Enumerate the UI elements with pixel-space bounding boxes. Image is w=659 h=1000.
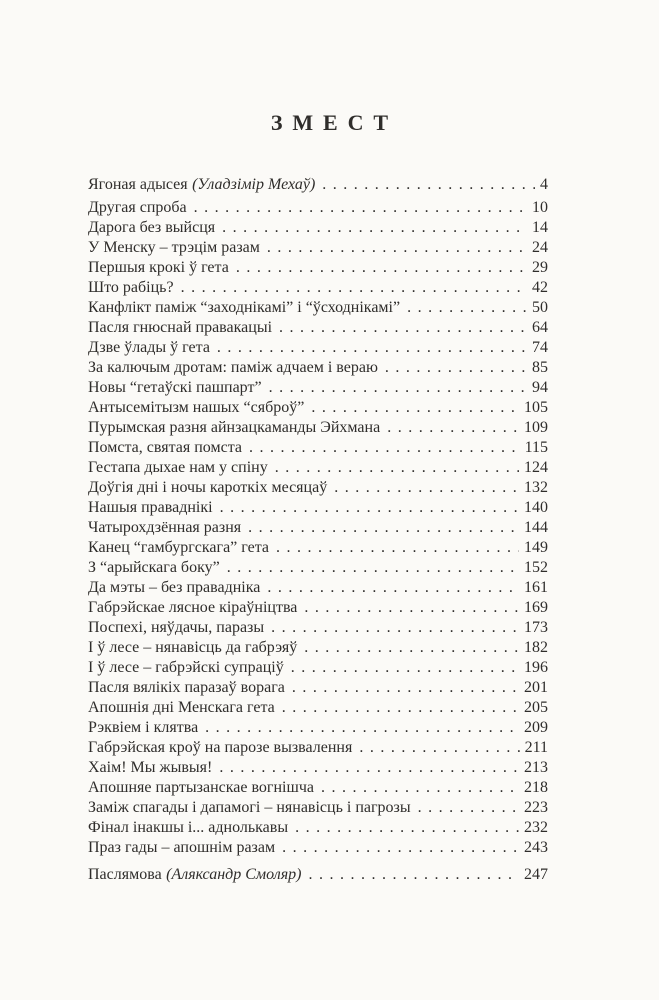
toc-page-number: 64 (532, 319, 548, 336)
toc-leader-dots (322, 175, 535, 195)
toc-leader-dots (359, 738, 519, 758)
toc-entry (88, 838, 548, 858)
toc-entry (88, 598, 548, 618)
toc-leader-dots (236, 258, 527, 278)
toc-entry (88, 218, 548, 238)
toc-entry-text: Да мэты – без правадніка (88, 579, 261, 596)
toc-page-number: 173 (524, 619, 548, 636)
toc-leader-dots (304, 598, 519, 618)
toc-leader-dots (248, 518, 519, 538)
toc-page-number: 218 (524, 779, 548, 796)
toc-page-number: 94 (532, 379, 548, 396)
toc-page-number: 213 (524, 759, 548, 776)
toc-leader-dots (271, 618, 519, 638)
toc-entry (88, 298, 548, 318)
toc-page-number: 85 (532, 359, 548, 376)
toc-page-number: 42 (532, 279, 548, 296)
toc-entry-text: Апошняе партызанскае вогнішча (88, 779, 314, 796)
toc-leader-dots (267, 238, 527, 258)
toc-page-number: 4 (540, 176, 548, 193)
toc-entry (88, 458, 548, 478)
toc-entry (88, 638, 548, 658)
toc-entry-text: Гестапа дыхае нам у спіну (88, 459, 268, 476)
toc-leader-dots (292, 678, 519, 698)
toc-entry-text: Фінал інакшы і... аднолькавы (88, 819, 289, 836)
toc-entry-text: Ягоная адысея (88, 176, 188, 193)
toc-entry-text: Новы “гетаўскі пашпарт” (88, 379, 262, 396)
toc-leader-dots (222, 218, 527, 238)
toc-leader-dots (205, 718, 519, 738)
toc-entry-text: Габрэйскае лясное кіраўніцтва (88, 599, 298, 616)
toc-page-number: 149 (524, 539, 548, 556)
toc-entry (88, 358, 548, 378)
toc-page-number: 152 (524, 559, 548, 576)
toc-page-number: 247 (524, 866, 548, 883)
toc-leader-dots (279, 318, 527, 338)
toc-entry-text: У Менску – трэцім разам (88, 239, 260, 256)
toc-entry-text: Дарога без выйсця (88, 219, 216, 236)
toc-leader-dots (282, 698, 519, 718)
toc-entry-text: Поспехі, няўдачы, паразы (88, 619, 265, 636)
toc-page-number: 243 (524, 839, 548, 856)
toc-page-number: 201 (524, 679, 548, 696)
toc-entry-text: Доўгія дні і ночы кароткіх месяцаў (88, 479, 328, 496)
toc-entry-text: Пасля гнюснай правакацыі (88, 319, 273, 336)
toc-leader-dots (418, 798, 519, 818)
toc-entry-text: Апошнія дні Менскага гета (88, 699, 275, 716)
toc-entry (88, 658, 548, 678)
toc-leader-dots (407, 298, 527, 318)
toc-entry-text: Канфлікт паміж “заходнікамі” і “ўсходнікамі” (88, 299, 401, 316)
toc-entry (88, 618, 548, 638)
toc-leader-dots (385, 358, 527, 378)
toc-leader-dots (227, 558, 519, 578)
toc-entry (88, 818, 548, 838)
toc-entry-text: Антысемітызм нашых “сяброў” (88, 399, 305, 416)
toc-leader-dots (311, 398, 519, 418)
toc-entry (88, 175, 548, 195)
toc-leader-dots (282, 838, 519, 858)
toc-entry (88, 538, 548, 558)
toc-entry (88, 258, 548, 278)
toc-entry-italic: (Аляксандр Смоляр) (166, 866, 302, 883)
toc-entry-text: Чатырохдзённая разня (88, 519, 242, 536)
toc-page-number: 109 (524, 419, 548, 436)
toc-entry (88, 698, 548, 718)
toc-page-number: 115 (524, 439, 548, 456)
toc-entry (88, 318, 548, 338)
toc-entry (88, 558, 548, 578)
toc-leader-dots (267, 578, 519, 598)
toc-entry-text: Рэквіем і клятва (88, 719, 199, 736)
toc-entry (88, 378, 548, 398)
toc-entry (88, 398, 548, 418)
toc-leader-dots (249, 438, 520, 458)
toc-leader-dots (291, 658, 519, 678)
toc-entry-text: З “арыйскага боку” (88, 559, 220, 576)
toc-entry-text: Заміж спагады і дапамогі – нянавісць і пагрозы (88, 799, 411, 816)
toc-entry (88, 198, 548, 218)
toc-leader-dots (220, 498, 519, 518)
table-of-contents (88, 175, 548, 885)
page-title: ЗМЕСТ (270, 110, 398, 135)
toc-page-number: 74 (532, 339, 548, 356)
toc-entry (88, 278, 548, 298)
toc-entry-text: Першыя крокі ў гета (88, 259, 229, 276)
toc-leader-dots (304, 638, 519, 658)
toc-page-number: 14 (532, 219, 548, 236)
toc-entry-text: Дзве ўлады ў гета (88, 339, 210, 356)
toc-entry-text: Пасля вялікіх паразаў ворага (88, 679, 285, 696)
toc-page-number: 232 (524, 819, 548, 836)
toc-page-number: 161 (524, 579, 548, 596)
toc-entry-text: Пурымская разня айнзацкаманды Эйхмана (88, 419, 381, 436)
toc-entry (88, 418, 548, 438)
toc-page-number: 10 (532, 199, 548, 216)
toc-entry-text: Другая спроба (88, 199, 187, 216)
toc-page-number: 209 (524, 719, 548, 736)
toc-page-number: 205 (524, 699, 548, 716)
toc-entry-text: За калючым дротам: паміж адчаем і вераю (88, 359, 378, 376)
toc-entry (88, 478, 548, 498)
toc-leader-dots (181, 278, 527, 298)
toc-leader-dots (269, 378, 527, 398)
toc-page-number: 50 (532, 299, 548, 316)
toc-page-number: 140 (524, 499, 548, 516)
toc-leader-dots (275, 458, 519, 478)
toc-page-number: 223 (524, 799, 548, 816)
toc-page-number: 132 (524, 479, 548, 496)
toc-entry-text: Габрэйская кроў на парозе вызвалення (88, 739, 353, 756)
toc-leader-dots (295, 818, 519, 838)
toc-entry (88, 518, 548, 538)
toc-entry (88, 865, 548, 885)
toc-entry (88, 498, 548, 518)
toc-entry-text: Нашыя праваднікі (88, 499, 213, 516)
toc-entry (88, 678, 548, 698)
toc-page-number: 182 (524, 639, 548, 656)
toc-page-number: 24 (532, 239, 548, 256)
toc-leader-dots (219, 758, 519, 778)
toc-entry-text: Канец “гамбургскага” гета (88, 539, 270, 556)
toc-leader-dots (334, 478, 519, 498)
toc-entry-text: Паслямова (88, 866, 162, 883)
toc-entry-text: Хаім! Мы жывыя! (88, 759, 213, 776)
toc-leader-dots (308, 865, 519, 885)
toc-leader-dots (276, 538, 519, 558)
toc-entry-text: Помста, святая помста (88, 439, 242, 456)
toc-page-number: 105 (524, 399, 548, 416)
toc-entry-text: І ў лесе – габрэйскі супраціў (88, 659, 284, 676)
toc-page-number: 29 (532, 259, 548, 276)
toc-page-number: 169 (524, 599, 548, 616)
toc-entry (88, 238, 548, 258)
toc-leader-dots (217, 338, 527, 358)
toc-entry-italic: (Уладзімір Мехаў) (192, 176, 316, 193)
toc-entry (88, 338, 548, 358)
toc-leader-dots (321, 778, 519, 798)
toc-page-number: 124 (524, 459, 548, 476)
toc-entry (88, 798, 548, 818)
toc-leader-dots (194, 198, 527, 218)
toc-entry (88, 778, 548, 798)
toc-entry-text: І ў лесе – нянавісць да габрэяў (88, 639, 298, 656)
toc-entry (88, 438, 548, 458)
toc-entry (88, 718, 548, 738)
toc-page-number: 196 (524, 659, 548, 676)
toc-entry-text: Праз гады – апошнім разам (88, 839, 276, 856)
toc-leader-dots (387, 418, 519, 438)
toc-page-number: 144 (524, 519, 548, 536)
toc-page-number: 211 (524, 739, 548, 756)
toc-entry (88, 578, 548, 598)
toc-entry (88, 758, 548, 778)
toc-entry-text: Што рабіць? (88, 279, 174, 296)
toc-entry (88, 738, 548, 758)
